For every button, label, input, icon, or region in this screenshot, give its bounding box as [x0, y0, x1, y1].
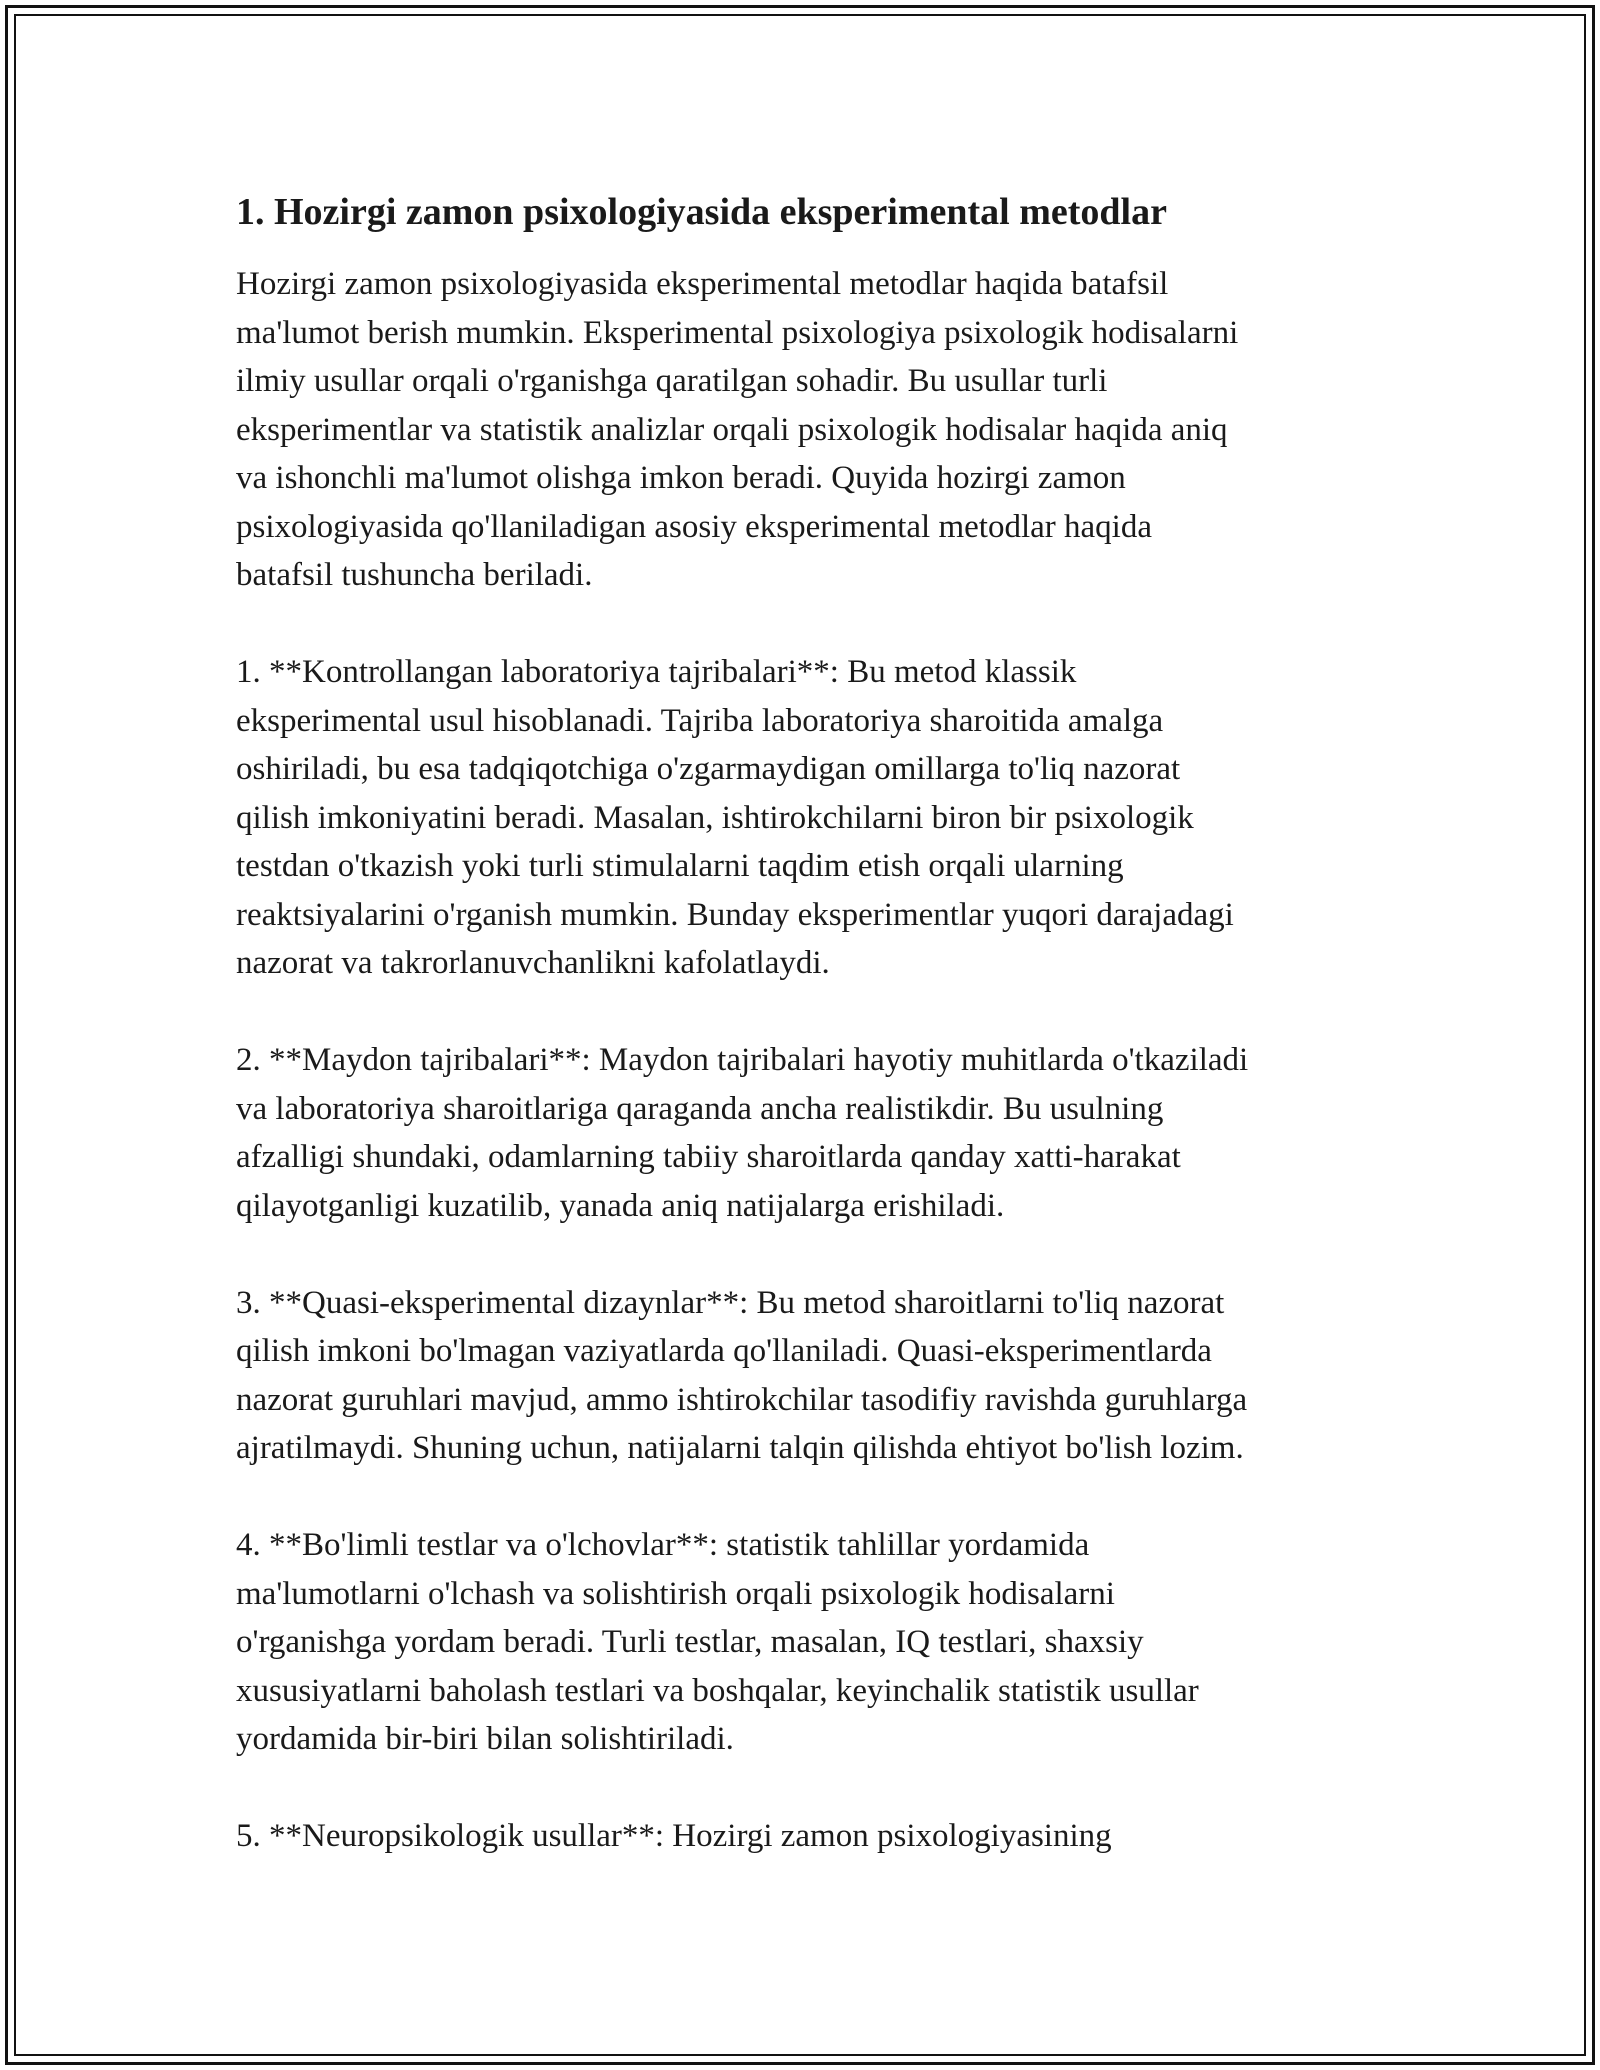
method-paragraph-3: [236, 1279, 1372, 1473]
paragraph-line: ma'lumot berish mumkin. Eksperimental psixologiya psixologik hodisalarni: [236, 314, 1239, 351]
paragraph-line: Hozirgi zamon psixologiyasida eksperimental metodlar haqida batafsil: [236, 266, 1169, 302]
paragraph-line: ma'lumotlarni o'lchash va solishtirish orqali psixologik hodisalarni: [236, 1575, 1115, 1612]
method-paragraph-2: [236, 1036, 1372, 1230]
method-paragraph-5: [236, 1812, 1372, 1861]
paragraph-line: qilish imkoni bo'lmagan vaziyatlarda qo'llaniladi. Quasi-eksperimentlarda: [236, 1333, 1212, 1369]
document-title: 1. Hozirgi zamon psixologiyasida eksperimental metodlar: [236, 191, 1167, 233]
paragraph-line: eksperimentlar va statistik analizlar orqali psixologik hodisalar haqida aniq: [236, 411, 1228, 448]
paragraph-line: 3. **Quasi-eksperimental dizaynlar**: Bu metod sharoitlarni to'liq nazorat: [236, 1284, 1225, 1321]
paragraph-line: oshiriladi, bu esa tadqiqotchiga o'zgarmaydigan omillarga to'liq nazorat: [236, 751, 1181, 787]
paragraph-line: 5. **Neuropsikologik usullar**: Hozirgi zamon psixologiyasining: [236, 1818, 1112, 1854]
paragraph-line: xususiyatlarni baholash testlari va boshqalar, keyinchalik statistik usullar: [236, 1672, 1199, 1709]
paragraph-line: yordamida bir-biri bilan solishtiriladi.: [236, 1721, 734, 1757]
paragraph-line: eksperimental usul hisoblanadi. Tajriba laboratoriya sharoitida amalga: [236, 702, 1164, 739]
paragraph-line: qilish imkoniyatini beradi. Masalan, ishtirokchilarni biron bir psixologik: [236, 799, 1194, 836]
paragraph-line: nazorat guruhlari mavjud, ammo ishtirokchilar tasodifiy ravishda guruhlarga: [236, 1381, 1248, 1418]
intro-paragraph: [236, 260, 1372, 600]
method-paragraph-4: [236, 1521, 1372, 1764]
paragraph-line: ajratilmaydi. Shuning uchun, natijalarni talqin qilishda ehtiyot bo'lish lozim.: [236, 1430, 1244, 1466]
paragraph-line: 1. **Kontrollangan laboratoriya tajribalari**: Bu metod klassik: [236, 654, 1077, 690]
paragraph-line: 2. **Maydon tajribalari**: Maydon tajribalari hayotiy muhitlarda o'tkaziladi: [236, 1042, 1249, 1078]
paragraph-line: o'rganishga yordam beradi. Turli testlar, masalan, IQ testlari, shaxsiy: [236, 1624, 1144, 1660]
paragraph-line: reaktsiyalarini o'rganish mumkin. Bunday eksperimentlar yuqori darajadagi: [236, 896, 1234, 933]
paragraph-line: batafsil tushuncha beriladi.: [236, 557, 593, 593]
paragraph-line: testdan o'tkazish yoki turli stimulalarni taqdim etish orqali ularning: [236, 848, 1124, 884]
paragraph-line: ilmiy usullar orqali o'rganishga qaratilgan sohadir. Bu usullar turli: [236, 363, 1108, 399]
paragraph-line: afzalligi shundaki, odamlarning tabiiy sharoitlarda qanday xatti-harakat: [236, 1139, 1181, 1175]
document-body: [236, 186, 1372, 1909]
paragraph-list: [236, 260, 1372, 1861]
paragraph-line: nazorat va takrorlanuvchanlikni kafolatlaydi.: [236, 945, 830, 981]
paragraph-line: psixologiyasida qo'llaniladigan asosiy eksperimental metodlar haqida: [236, 508, 1152, 545]
paragraph-line: 4. **Bo'limli testlar va o'lchovlar**: statistik tahlillar yordamida: [236, 1527, 1090, 1563]
paragraph-line: va laboratoriya sharoitlariga qaraganda ancha realistikdir. Bu usulning: [236, 1090, 1164, 1127]
method-paragraph-1: [236, 648, 1372, 988]
paragraph-line: qilayotganligi kuzatilib, yanada aniq natijalarga erishiladi.: [236, 1187, 1005, 1224]
paragraph-line: va ishonchli ma'lumot olishga imkon beradi. Quyida hozirgi zamon: [236, 460, 1126, 496]
